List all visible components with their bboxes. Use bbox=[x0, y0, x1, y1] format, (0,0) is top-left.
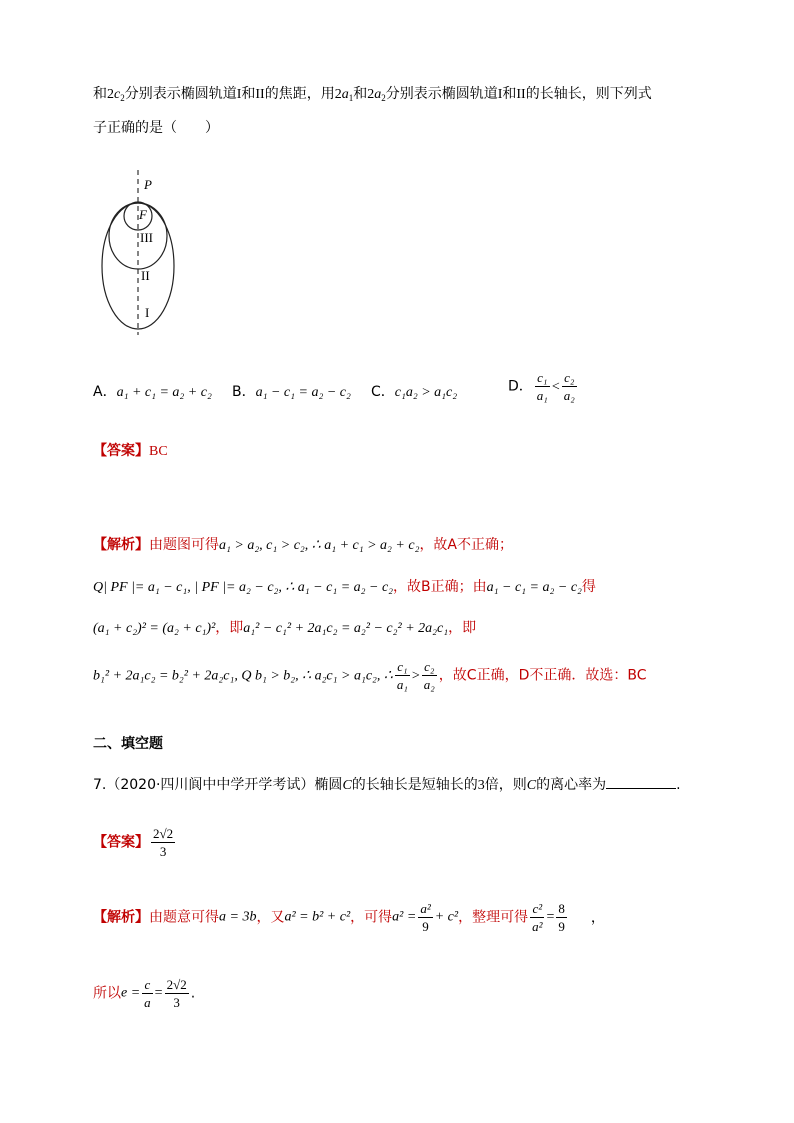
analysis-tag: 【解析】 bbox=[93, 909, 149, 926]
question-number: 3 bbox=[477, 778, 485, 793]
option-d-label: D． bbox=[508, 378, 533, 395]
option-b-label: B． bbox=[232, 384, 256, 400]
intro-text: 和 bbox=[241, 86, 256, 102]
analysis-1-line-4 bbox=[93, 660, 647, 691]
option-b-expr: a₁ − c₁ = a₂ − c₂ bbox=[255, 385, 351, 400]
orbit-label: II bbox=[516, 87, 526, 102]
analysis-2-line-2 bbox=[93, 978, 195, 1009]
option-a-label: A． bbox=[93, 384, 117, 400]
intro-text: 和 bbox=[93, 86, 107, 102]
intro-text: 分别表示椭圆轨道 bbox=[124, 86, 237, 102]
ellipse-orbit-figure bbox=[95, 170, 205, 340]
section-title: 二、填空题 bbox=[93, 736, 163, 752]
analysis-text: 所以 bbox=[93, 985, 121, 1002]
analysis-text: ，又 bbox=[256, 909, 285, 926]
analysis-math: a₁ > a₂, c₁ > c₂, ∴ a₁ + c₁ > a₂ + c₂ bbox=[219, 538, 420, 553]
analysis-text: ，故C正确，D不正确．故选：BC bbox=[438, 667, 647, 684]
option-b bbox=[232, 382, 351, 403]
analysis-math: a = 3b bbox=[219, 909, 257, 925]
answer-tag: 【答案】 bbox=[93, 443, 149, 459]
intro-line-1 bbox=[93, 84, 652, 108]
analysis-math: (a₁ + c₂)² = (a₂ + c₁)² bbox=[93, 621, 216, 636]
question-7 bbox=[93, 775, 681, 796]
analysis-text: 由题意可得 bbox=[149, 909, 219, 926]
analysis-math: a₁ − c₁ = a₂ − c₂ bbox=[486, 580, 582, 595]
analysis-1-line-2 bbox=[93, 577, 596, 598]
math-coef: 2 bbox=[334, 87, 342, 102]
analysis-tag: 【解析】 bbox=[93, 537, 149, 553]
analysis-text: ，即 bbox=[448, 620, 477, 636]
analysis-operator: > bbox=[411, 668, 420, 684]
analysis-math: a₁² − c₁² + 2a₁c₂ = a₂² − c₂² + 2a₂c₁ bbox=[243, 621, 449, 636]
option-d-frac-2: $\frac{\text{c₂}}{\text{a₂}}$ bbox=[563, 370, 575, 403]
answer-2-fraction: $\frac{2√2}{3}$ bbox=[153, 826, 174, 859]
analysis-math: a² = b² + c² bbox=[284, 909, 351, 925]
analysis-2-frac-3: $\frac{8}{9}$ bbox=[558, 901, 565, 934]
math-coef: 2 bbox=[107, 87, 114, 102]
analysis-2-frac-1: $\frac{\text{a²}}{9}$ bbox=[420, 901, 431, 934]
orbit-label: II bbox=[255, 87, 265, 102]
intro-line-2: 子正确的是（ ） bbox=[93, 120, 219, 136]
option-a-expr: a₁ + c₁ = a₂ + c₂ bbox=[116, 385, 212, 400]
analysis-frac-2: $\frac{\text{c₂}}{\text{a₂}}$ bbox=[423, 659, 435, 692]
math-sub: 1 bbox=[348, 93, 354, 103]
analysis-text: ，可得 bbox=[350, 909, 393, 926]
analysis-text: 得 bbox=[581, 579, 596, 595]
option-d bbox=[508, 371, 579, 402]
option-d-frac-1: $\frac{\text{c₁}}{\text{a₁}}$ bbox=[536, 370, 548, 403]
answer-tag: 【答案】 bbox=[93, 834, 149, 851]
orbit-label-ii: II bbox=[141, 268, 150, 283]
question-text: 的长轴长是短轴长的 bbox=[351, 777, 478, 793]
math-coef: 2 bbox=[367, 87, 375, 102]
analysis-text: ，即 bbox=[215, 620, 244, 636]
analysis-operator: = bbox=[154, 985, 163, 1001]
analysis-2-frac-2: $\frac{\text{c²}}{\text{a²}}$ bbox=[532, 901, 543, 934]
option-c bbox=[371, 382, 457, 403]
point-label-p: P bbox=[144, 177, 152, 192]
analysis-text: . bbox=[190, 985, 196, 1002]
analysis-text: ，故B正确；由 bbox=[393, 579, 487, 595]
answer-2 bbox=[93, 827, 177, 858]
analysis-text: 由题图可得 bbox=[149, 537, 219, 553]
answer-1 bbox=[93, 441, 168, 462]
analysis-math: e = bbox=[121, 985, 141, 1001]
intro-text: 和 bbox=[353, 86, 368, 102]
orbit-label: I bbox=[236, 87, 242, 102]
analysis-1-line-1 bbox=[93, 535, 513, 556]
analysis-text: ，故A不正确； bbox=[419, 537, 514, 553]
intro-text: 的长轴长，则下列式 bbox=[525, 86, 652, 102]
point-label-f: F bbox=[139, 207, 147, 222]
question-text: 的离心率为 bbox=[536, 777, 607, 793]
question-math: C bbox=[526, 778, 537, 793]
orbit-label: I bbox=[497, 87, 503, 102]
math-var: c bbox=[114, 87, 121, 102]
analysis-math: Q| PF |= a₁ − c₁, | PF |= a₂ − c₂, ∴ a₁ − c₁ = a₂ − c₂ bbox=[93, 580, 394, 595]
analysis-2-line-1 bbox=[93, 902, 605, 933]
question-text: . bbox=[676, 777, 681, 793]
question-math: C bbox=[342, 778, 352, 793]
orbit-label-i: I bbox=[145, 305, 150, 320]
option-a bbox=[93, 382, 212, 403]
answer-value: BC bbox=[149, 444, 168, 459]
analysis-math: a² = bbox=[392, 909, 417, 925]
analysis-frac-1: $\frac{\text{c₁}}{\text{a₁}}$ bbox=[396, 659, 408, 692]
answer-blank bbox=[606, 775, 676, 789]
ellipse-orbit-I bbox=[102, 203, 174, 329]
intro-text: 分别表示椭圆轨道 bbox=[385, 86, 498, 102]
analysis-math: + c² bbox=[434, 909, 459, 925]
math-sub: 2 bbox=[381, 93, 386, 103]
orbit-label-iii: III bbox=[140, 230, 153, 245]
analysis-text: ， bbox=[590, 909, 605, 926]
math-sub: 2 bbox=[120, 93, 125, 103]
intro-text: 和 bbox=[502, 86, 517, 102]
question-text: 倍，则 bbox=[484, 777, 527, 793]
math-var: a bbox=[374, 87, 382, 102]
option-d-operator: < bbox=[551, 379, 560, 395]
option-c-expr: c₁a₂ > a₁c₂ bbox=[394, 385, 458, 400]
question-text: 7.（2020·四川阆中中学开学考试）椭圆 bbox=[93, 777, 343, 793]
analysis-1-line-3 bbox=[93, 618, 476, 639]
intro-text: 的焦距，用 bbox=[264, 86, 335, 102]
analysis-2-frac-4: $\frac{c}{a}$ bbox=[144, 977, 151, 1010]
option-c-label: C． bbox=[371, 384, 395, 400]
analysis-operator: = bbox=[546, 909, 555, 925]
math-var: a bbox=[341, 87, 349, 102]
analysis-math: b₁² + 2a₁c₂ = b₂² + 2a₂c₁, Q b₁ > b₂, ∴ a₂c₁ > a₁c₂, ∴ bbox=[93, 668, 393, 684]
analysis-text: ，整理可得 bbox=[458, 909, 529, 926]
analysis-2-frac-5: $\frac{2√2}{3}$ bbox=[166, 977, 187, 1010]
